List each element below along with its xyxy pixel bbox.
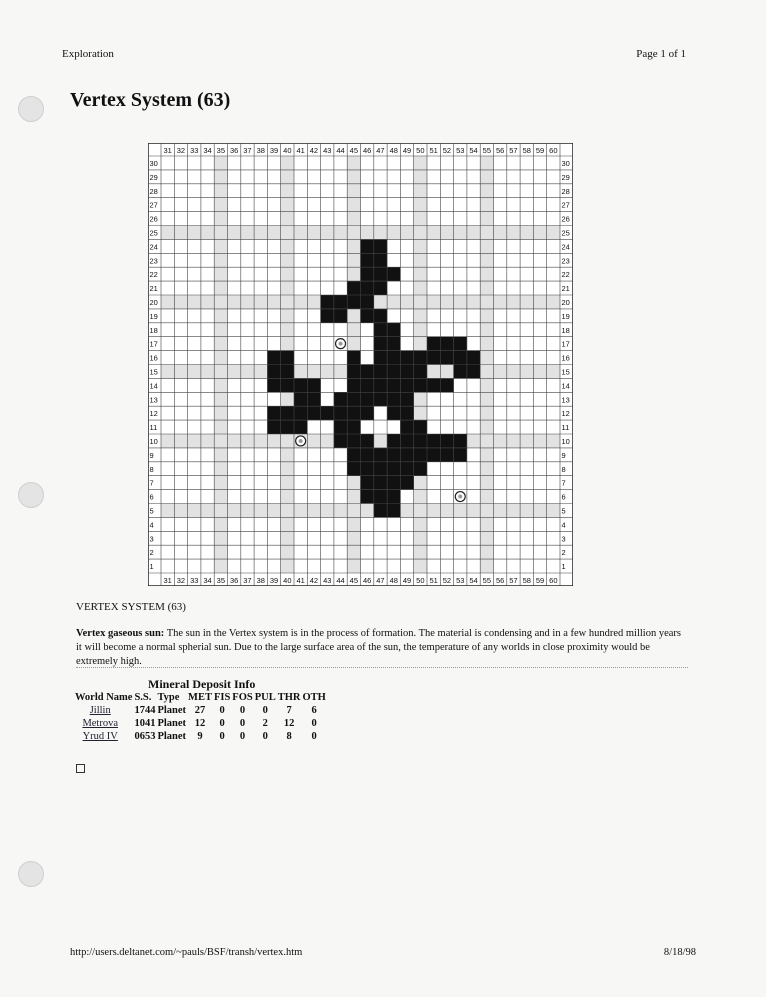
filled-sector-cell	[347, 392, 360, 406]
cell: 8	[286, 731, 292, 742]
sector-map-grid	[148, 143, 573, 586]
cell: 0	[239, 705, 246, 716]
filled-sector-cell	[440, 434, 453, 448]
filled-sector-cell	[361, 392, 374, 406]
row-label: 26	[149, 214, 158, 224]
row-label: 16	[149, 353, 158, 363]
row-label: 23	[561, 256, 570, 266]
filled-sector-cell	[347, 462, 360, 476]
col-label: 49	[402, 146, 412, 155]
col-label: 43	[323, 146, 332, 155]
row-label: 17	[561, 339, 570, 349]
row-label: 9	[149, 450, 154, 460]
filled-sector-cell	[281, 406, 294, 420]
col-label: 37	[243, 576, 252, 585]
world-link-jillin[interactable]: Jillin	[89, 705, 111, 716]
filled-sector-cell	[347, 434, 360, 448]
filled-sector-cell	[374, 504, 387, 518]
col-label: 57	[509, 576, 518, 585]
filled-sector-cell	[334, 295, 347, 309]
filled-sector-cell	[281, 420, 294, 434]
filled-sector-cell	[387, 406, 400, 420]
row-label: 28	[561, 186, 570, 196]
filled-sector-cell	[387, 267, 400, 281]
cell: 0	[311, 731, 317, 742]
filled-sector-cell	[414, 378, 427, 392]
filled-sector-cell	[361, 476, 374, 490]
filled-sector-cell	[454, 434, 467, 448]
row-label: 8	[561, 464, 566, 474]
filled-sector-cell	[374, 239, 387, 253]
filled-sector-cell	[334, 309, 347, 323]
row-label: 18	[561, 325, 570, 335]
filled-sector-cell	[374, 462, 387, 476]
filled-sector-cell	[440, 378, 453, 392]
row-label: 10	[149, 436, 158, 446]
filled-sector-cell	[400, 406, 413, 420]
col-label: 39	[269, 146, 279, 155]
row-label: 21	[561, 284, 570, 294]
col-label: 52	[442, 576, 452, 585]
filled-sector-cell	[361, 378, 374, 392]
col-label: 48	[389, 576, 398, 585]
row-label: 15	[149, 367, 158, 377]
col-label: 41	[296, 576, 305, 585]
cell: 0	[262, 705, 268, 716]
col-label: 51	[429, 146, 438, 155]
filled-sector-cell	[294, 392, 307, 406]
filled-sector-cell	[334, 392, 347, 406]
map-caption: VERTEX SYSTEM (63)	[76, 601, 186, 613]
row-label: 25	[149, 228, 158, 238]
row-label: 17	[149, 339, 158, 349]
filled-sector-cell	[400, 392, 413, 406]
row-label: 4	[561, 520, 566, 530]
col-label: 58	[522, 146, 531, 155]
filled-sector-cell	[454, 365, 467, 379]
filled-sector-cell	[454, 351, 467, 365]
row-label: 6	[561, 492, 566, 502]
col-label: 42	[309, 146, 319, 155]
row-label: 2	[149, 548, 154, 558]
row-label: 13	[149, 395, 158, 405]
header-section-name: Exploration	[62, 48, 114, 60]
star-core-icon	[339, 342, 343, 346]
row-label: 9	[561, 450, 566, 460]
row-label: 30	[561, 158, 570, 168]
col-label: 45	[349, 576, 359, 585]
cell: 1744	[134, 705, 156, 716]
filled-sector-cell	[427, 434, 440, 448]
col-label: 34	[203, 576, 212, 585]
cell: 27	[194, 705, 206, 716]
filled-sector-cell	[414, 462, 427, 476]
filled-sector-cell	[347, 378, 360, 392]
filled-sector-cell	[374, 365, 387, 379]
row-label: 7	[561, 478, 566, 488]
filled-sector-cell	[440, 337, 453, 351]
col-world-name: World Name	[75, 692, 133, 703]
table-header-row	[74, 691, 327, 704]
filled-sector-cell	[400, 351, 413, 365]
row-label: 5	[561, 506, 566, 516]
footer-date: 8/18/98	[663, 947, 696, 958]
cell: 0653	[134, 731, 156, 742]
cell: Planet	[157, 705, 187, 716]
col-label: 54	[469, 576, 478, 585]
row-label: 13	[561, 395, 570, 405]
filled-sector-cell	[374, 309, 387, 323]
filled-sector-cell	[400, 420, 413, 434]
header-page-number: Page 1 of 1	[636, 48, 686, 60]
world-link-yrud-iv[interactable]: Yrud IV	[82, 731, 118, 742]
filled-sector-cell	[267, 406, 280, 420]
filled-sector-cell	[267, 351, 280, 365]
row-label: 15	[561, 367, 570, 377]
row-label: 29	[561, 172, 570, 182]
col-oth: OTH	[302, 692, 326, 703]
col-label: 55	[482, 576, 492, 585]
page-title: Vertex System (63)	[70, 89, 231, 111]
filled-sector-cell	[307, 378, 320, 392]
filled-sector-cell	[361, 434, 374, 448]
world-link-metrova[interactable]: Metrova	[82, 718, 119, 729]
row-label: 24	[149, 242, 158, 252]
filled-sector-cell	[361, 462, 374, 476]
filled-sector-cell	[281, 365, 294, 379]
filled-sector-cell	[334, 420, 347, 434]
filled-sector-cell	[347, 351, 360, 365]
col-label: 34	[203, 146, 212, 155]
filled-sector-cell	[374, 267, 387, 281]
filled-sector-cell	[454, 448, 467, 462]
cell: 0	[311, 718, 317, 729]
filled-sector-cell	[334, 406, 347, 420]
divider	[76, 667, 688, 668]
col-label: 33	[190, 146, 199, 155]
cell: Planet	[157, 731, 187, 742]
row-label: 6	[149, 492, 154, 502]
filled-sector-cell	[294, 406, 307, 420]
cell: 12	[194, 718, 206, 729]
filled-sector-cell	[440, 351, 453, 365]
description-lead: Vertex gaseous sun:	[76, 628, 165, 639]
col-label: 47	[376, 146, 385, 155]
filled-sector-cell	[387, 323, 400, 337]
row-label: 29	[149, 172, 158, 182]
filled-sector-cell	[374, 351, 387, 365]
col-label: 35	[216, 576, 226, 585]
filled-sector-cell	[347, 406, 360, 420]
cell: 0	[219, 705, 225, 716]
filled-sector-cell	[347, 365, 360, 379]
col-label: 46	[362, 576, 372, 585]
filled-sector-cell	[347, 420, 360, 434]
checkbox-glyph	[76, 764, 85, 773]
col-label: 52	[442, 146, 452, 155]
col-label: 36	[229, 576, 239, 585]
col-label: 50	[416, 146, 425, 155]
row-label: 1	[561, 562, 566, 572]
col-label: 53	[456, 146, 465, 155]
cell: 6	[311, 705, 317, 716]
filled-sector-cell	[400, 365, 413, 379]
row-label: 30	[149, 158, 158, 168]
row-label: 14	[149, 381, 158, 391]
filled-sector-cell	[400, 378, 413, 392]
filled-sector-cell	[307, 406, 320, 420]
row-label: 3	[149, 534, 154, 544]
filled-sector-cell	[400, 448, 413, 462]
star-core-icon	[299, 439, 303, 443]
filled-sector-cell	[427, 378, 440, 392]
col-label: 47	[376, 576, 385, 585]
col-label: 56	[495, 146, 505, 155]
filled-sector-cell	[374, 476, 387, 490]
col-label: 41	[296, 146, 305, 155]
row-label: 26	[561, 214, 570, 224]
col-label: 54	[469, 146, 478, 155]
filled-sector-cell	[307, 392, 320, 406]
filled-sector-cell	[294, 378, 307, 392]
col-label: 40	[283, 576, 292, 585]
col-label: 56	[495, 576, 505, 585]
col-label: 46	[362, 146, 372, 155]
col-ss: S.S.	[134, 692, 152, 703]
row-label: 11	[149, 423, 158, 433]
col-label: 38	[256, 576, 265, 585]
cell: 0	[262, 731, 268, 742]
filled-sector-cell	[361, 309, 374, 323]
col-label: 37	[243, 146, 252, 155]
row-label: 21	[149, 284, 158, 294]
filled-sector-cell	[361, 295, 374, 309]
col-label: 31	[163, 576, 172, 585]
filled-sector-cell	[361, 490, 374, 504]
col-type: Type	[157, 692, 180, 703]
filled-sector-cell	[361, 253, 374, 267]
cell: 7	[286, 705, 292, 716]
col-label: 57	[509, 146, 518, 155]
filled-sector-cell	[387, 351, 400, 365]
row-label: 27	[149, 200, 158, 210]
col-label: 51	[429, 576, 438, 585]
row-label: 2	[561, 548, 566, 558]
filled-sector-cell	[361, 281, 374, 295]
row-label: 19	[149, 311, 158, 321]
filled-sector-cell	[361, 239, 374, 253]
col-label: 60	[549, 146, 558, 155]
filled-sector-cell	[267, 420, 280, 434]
col-pul: PUL	[254, 692, 276, 703]
col-label: 48	[389, 146, 398, 155]
filled-sector-cell	[374, 323, 387, 337]
row-label: 16	[561, 353, 570, 363]
filled-sector-cell	[414, 420, 427, 434]
filled-sector-cell	[440, 448, 453, 462]
col-label: 31	[163, 146, 172, 155]
row-label: 22	[561, 270, 570, 280]
col-label: 32	[176, 576, 186, 585]
filled-sector-cell	[387, 337, 400, 351]
filled-sector-cell	[467, 365, 480, 379]
cell: 0	[239, 731, 246, 742]
col-label: 44	[336, 146, 345, 155]
row-label: 12	[561, 409, 570, 419]
row-label: 5	[149, 506, 154, 516]
filled-sector-cell	[387, 434, 400, 448]
col-label: 33	[190, 576, 199, 585]
filled-sector-cell	[414, 434, 427, 448]
col-label: 40	[283, 146, 292, 155]
row-label: 20	[561, 297, 570, 307]
col-thr: THR	[277, 692, 301, 703]
col-label: 49	[402, 576, 412, 585]
row-label: 23	[149, 256, 158, 266]
table-row	[74, 730, 327, 743]
filled-sector-cell	[374, 253, 387, 267]
row-label: 4	[149, 520, 154, 530]
row-label: 22	[149, 270, 158, 280]
filled-sector-cell	[414, 448, 427, 462]
cell: 9	[197, 731, 203, 742]
filled-sector-cell	[387, 476, 400, 490]
filled-sector-cell	[294, 420, 307, 434]
col-label: 38	[256, 146, 265, 155]
filled-sector-cell	[281, 351, 294, 365]
filled-sector-cell	[321, 406, 334, 420]
filled-sector-cell	[347, 295, 360, 309]
row-label: 28	[149, 186, 158, 196]
footer-url: http://users.deltanet.com/~pauls/BSF/transh/vertex.htm	[70, 947, 303, 958]
filled-sector-cell	[387, 462, 400, 476]
row-label: 10	[561, 436, 570, 446]
filled-sector-cell	[334, 434, 347, 448]
filled-sector-cell	[361, 267, 374, 281]
row-label: 1	[149, 562, 154, 572]
filled-sector-cell	[374, 337, 387, 351]
filled-sector-cell	[387, 378, 400, 392]
col-label: 44	[336, 576, 345, 585]
col-label: 59	[535, 146, 545, 155]
col-label: 42	[309, 576, 319, 585]
filled-sector-cell	[267, 365, 280, 379]
filled-sector-cell	[414, 351, 427, 365]
cell: Planet	[157, 718, 187, 729]
cell: 12	[283, 718, 295, 729]
filled-sector-cell	[281, 378, 294, 392]
col-label: 39	[269, 576, 279, 585]
col-label: 35	[216, 146, 226, 155]
col-fos: FOS	[232, 692, 253, 703]
filled-sector-cell	[427, 351, 440, 365]
row-label: 14	[561, 381, 570, 391]
col-label: 32	[176, 146, 186, 155]
row-label: 27	[561, 200, 570, 210]
mineral-deposit-title: Mineral Deposit Info	[148, 677, 256, 691]
punch-hole-middle	[18, 482, 44, 508]
filled-sector-cell	[321, 295, 334, 309]
row-label: 25	[561, 228, 570, 238]
row-label: 19	[561, 311, 570, 321]
filled-sector-cell	[387, 490, 400, 504]
col-fis: FIS	[213, 692, 231, 703]
filled-sector-cell	[414, 365, 427, 379]
row-label: 24	[561, 242, 570, 252]
col-label: 60	[549, 576, 558, 585]
row-label: 20	[149, 297, 158, 307]
filled-sector-cell	[374, 490, 387, 504]
filled-sector-cell	[374, 378, 387, 392]
col-label: 50	[416, 576, 425, 585]
mineral-deposit-table	[74, 691, 327, 743]
row-label: 11	[561, 423, 570, 433]
row-label: 12	[149, 409, 158, 419]
col-label: 45	[349, 146, 359, 155]
table-row	[74, 704, 327, 717]
filled-sector-cell	[400, 476, 413, 490]
star-core-icon	[458, 495, 462, 499]
filled-sector-cell	[427, 337, 440, 351]
filled-sector-cell	[361, 365, 374, 379]
col-label: 53	[456, 576, 465, 585]
col-met: MET	[188, 692, 212, 703]
filled-sector-cell	[374, 281, 387, 295]
filled-sector-cell	[347, 281, 360, 295]
sun-description	[76, 627, 682, 669]
filled-sector-cell	[387, 448, 400, 462]
col-label: 55	[482, 146, 492, 155]
row-label: 8	[149, 464, 154, 474]
row-label: 18	[149, 325, 158, 335]
filled-sector-cell	[347, 448, 360, 462]
filled-sector-cell	[387, 504, 400, 518]
filled-sector-cell	[400, 434, 413, 448]
filled-sector-cell	[387, 392, 400, 406]
filled-sector-cell	[374, 392, 387, 406]
cell: 1041	[134, 718, 156, 729]
col-label: 58	[522, 576, 531, 585]
row-label: 3	[561, 534, 566, 544]
col-label: 59	[535, 576, 545, 585]
description-text: The sun in the Vertex system is in the process of formation. The material is condensing and in a few hundred million years it will become a normal spherial sun. Due to the large surface area of the sun, the temperature of any worlds in close proximity would be extremely high.	[76, 628, 682, 667]
cell: 0	[219, 718, 225, 729]
cell: 0	[219, 731, 225, 742]
table-row	[74, 717, 327, 730]
filled-sector-cell	[467, 351, 480, 365]
filled-sector-cell	[267, 378, 280, 392]
filled-sector-cell	[454, 337, 467, 351]
cell: 2	[262, 718, 268, 729]
col-label: 36	[229, 146, 239, 155]
filled-sector-cell	[374, 448, 387, 462]
punch-hole-top	[18, 96, 44, 122]
filled-sector-cell	[400, 462, 413, 476]
filled-sector-cell	[427, 448, 440, 462]
cell: 0	[239, 718, 246, 729]
filled-sector-cell	[361, 448, 374, 462]
filled-sector-cell	[321, 309, 334, 323]
punch-hole-bottom	[18, 861, 44, 887]
col-label: 43	[323, 576, 332, 585]
filled-sector-cell	[361, 406, 374, 420]
row-label: 7	[149, 478, 154, 488]
filled-sector-cell	[387, 365, 400, 379]
